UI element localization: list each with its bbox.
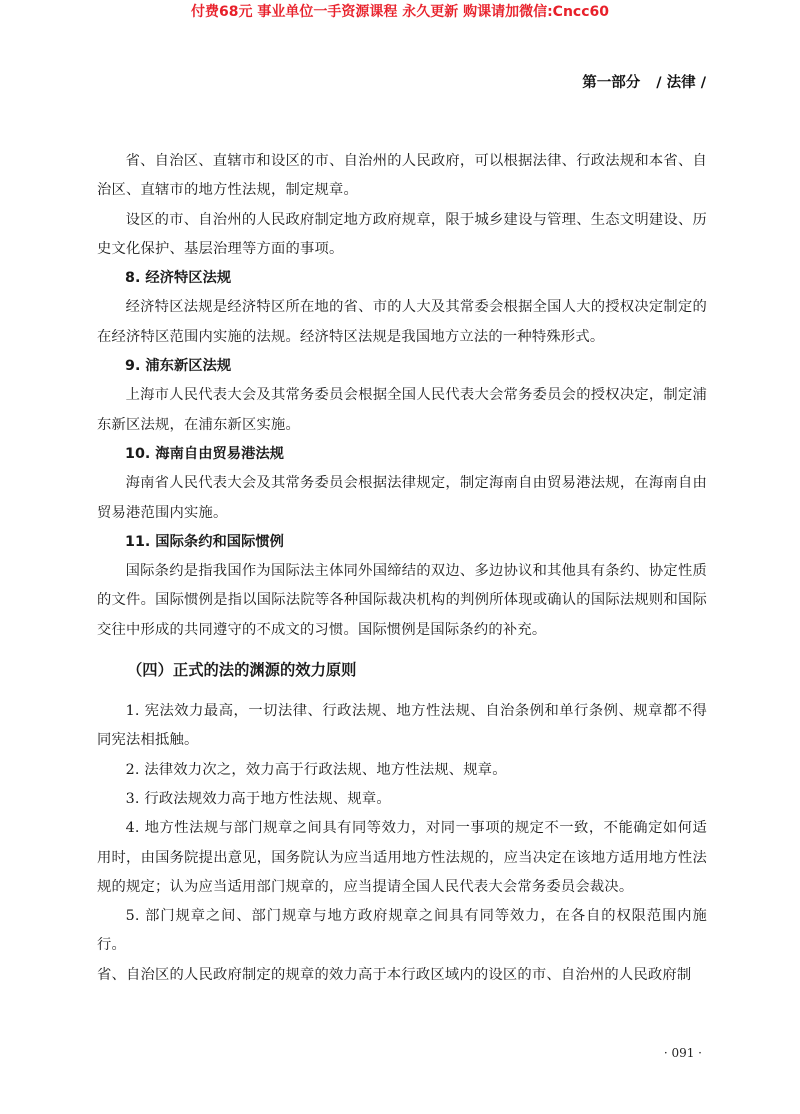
subheading-8: 8. 经济特区法规 [125, 270, 232, 287]
rule-item-4: 4. 地方性法规与部门规章之间具有同等效力，对同一事项的规定不一致，不能确定如何适用时，由国务院提出意见，国务院认为应当适用地方性法规的，应当决定在该地方适用地方性法规的规定；认为应当适用部门规章的，应当提请全国人民代表大会常务委员会裁决。 [97, 820, 707, 895]
watermark-banner: 付费68元 事业单位一手资源课程 永久更新 购课请加微信:Cncc60 [190, 4, 610, 20]
paragraph: 省、自治区、直辖市和设区的市、自治州的人民政府，可以根据法律、行政法规和本省、自治区、直辖市的地方性法规，制定规章。 [97, 153, 707, 199]
header-chapter-label: / 法律 / [656, 75, 706, 91]
subheading-9: 9. 浦东新区法规 [125, 358, 232, 375]
subheading-11: 11. 国际条约和国际惯例 [125, 533, 284, 550]
header-part-label: 第一部分 [582, 75, 641, 91]
paragraph: 省、自治区的人民政府制定的规章的效力高于本行政区域内的设区的市、自治州的人民政府制 [97, 966, 692, 983]
paragraph: 上海市人民代表大会及其常务委员会根据全国人民代表大会常务委员会的授权决定，制定浦东新区法规，在浦东新区实施。 [97, 387, 707, 433]
paragraph: 设区的市、自治州的人民政府制定地方政府规章，限于城乡建设与管理、生态文明建设、历史文化保护、基层治理等方面的事项。 [97, 211, 707, 257]
rule-item-5: 5. 部门规章之间、部门规章与地方政府规章之间具有同等效力，在各自的权限范围内施行。 [97, 908, 707, 954]
page-body [97, 147, 707, 990]
paragraph: 国际条约是指我国作为国际法主体同外国缔结的双边、多边协议和其他具有条约、协定性质的文件。国际惯例是指以国际法院等各种国际裁决机构的判例所体现或确认的国际法规则和国际交往中形成的共同遵守的不成文的习惯。国际惯例是国际条约的补充。 [97, 563, 707, 638]
rule-item-2: 2. 法律效力次之，效力高于行政法规、地方性法规、规章。 [125, 761, 507, 778]
section-heading: （四）正式的法的渊源的效力原则 [127, 661, 357, 680]
paragraph: 经济特区法规是经济特区所在地的省、市的人大及其常委会根据全国人大的授权决定制定的在经济特区范围内实施的法规。经济特区法规是我国地方立法的一种特殊形式。 [97, 299, 707, 345]
rule-item-1: 1. 宪法效力最高，一切法律、行政法规、地方性法规、自治条例和单行条例、规章都不得同宪法相抵触。 [97, 703, 707, 749]
paragraph: 海南省人民代表大会及其常务委员会根据法律规定，制定海南自由贸易港法规，在海南自由贸易港范围内实施。 [97, 475, 707, 521]
running-header [582, 72, 706, 94]
subheading-10: 10. 海南自由贸易港法规 [125, 445, 284, 462]
page-number: · 091 · [663, 1046, 702, 1060]
rule-item-3: 3. 行政法规效力高于地方性法规、规章。 [125, 790, 391, 807]
